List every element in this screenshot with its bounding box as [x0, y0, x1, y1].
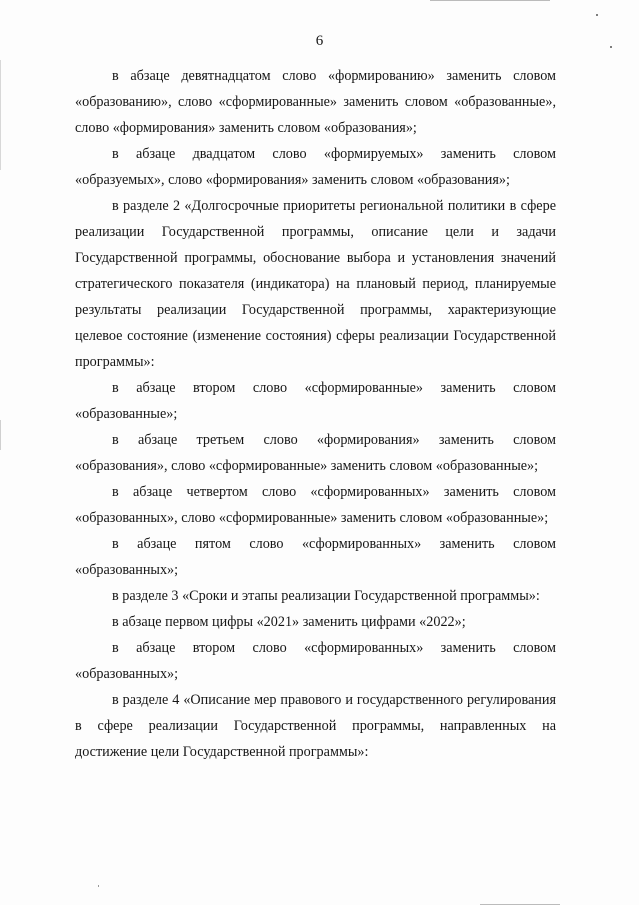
paragraph: в абзаце втором слово «сформированные» заменить словом «образованные»;: [75, 380, 556, 422]
paragraph: в абзаце пятом слово «сформированных» заменить словом «образованных»;: [75, 536, 556, 578]
paragraph: в абзаце четвертом слово «сформированных» заменить словом «образованных», слово «сформированные» заменить словом «образованные»;: [75, 484, 556, 526]
scan-edge-left: [0, 60, 1, 170]
scan-edge-left: [0, 420, 1, 450]
paragraph: в разделе 2 «Долгосрочные приоритеты региональной политики в сфере реализации Государственной программы, описание цели и задачи Государственной программы, обоснование выбора и установления значений стратегического показателя (индикатора) на плановый период, планируемые результаты реализации Государственной программы, характеризующие целевое состояние (изменение состояния) сферы реализации Государственной программы»:: [75, 198, 556, 370]
paragraph: в абзаце двадцатом слово «формируемых» заменить словом «образуемых», слово «формирования» заменить словом «образования»;: [75, 146, 556, 188]
paragraph: в разделе 4 «Описание мер правового и государственного регулирования в сфере реализации Государственной программы, направленных на достижение цели Государственной программы»:: [75, 692, 556, 760]
paragraph: в абзаце втором слово «сформированных» заменить словом «образованных»;: [75, 640, 556, 682]
scan-speck: [596, 14, 598, 16]
page-number: 6: [315, 33, 324, 49]
document-body: [75, 63, 556, 765]
paragraph: в разделе 3 «Сроки и этапы реализации Государственной программы»:: [112, 588, 540, 604]
scan-edge-top: [430, 0, 550, 1]
paragraph: в абзаце третьем слово «формирования» заменить словом «образования», слово «сформированные» заменить словом «образованные»;: [75, 432, 556, 474]
paragraph: в абзаце девятнадцатом слово «формированию» заменить словом «образованию», слово «сформированные» заменить словом «образованные», слово «формирования» заменить словом «образования»;: [75, 68, 556, 136]
scan-speck: [98, 885, 99, 887]
paragraph: в абзаце первом цифры «2021» заменить цифрами «2022»;: [112, 614, 466, 630]
